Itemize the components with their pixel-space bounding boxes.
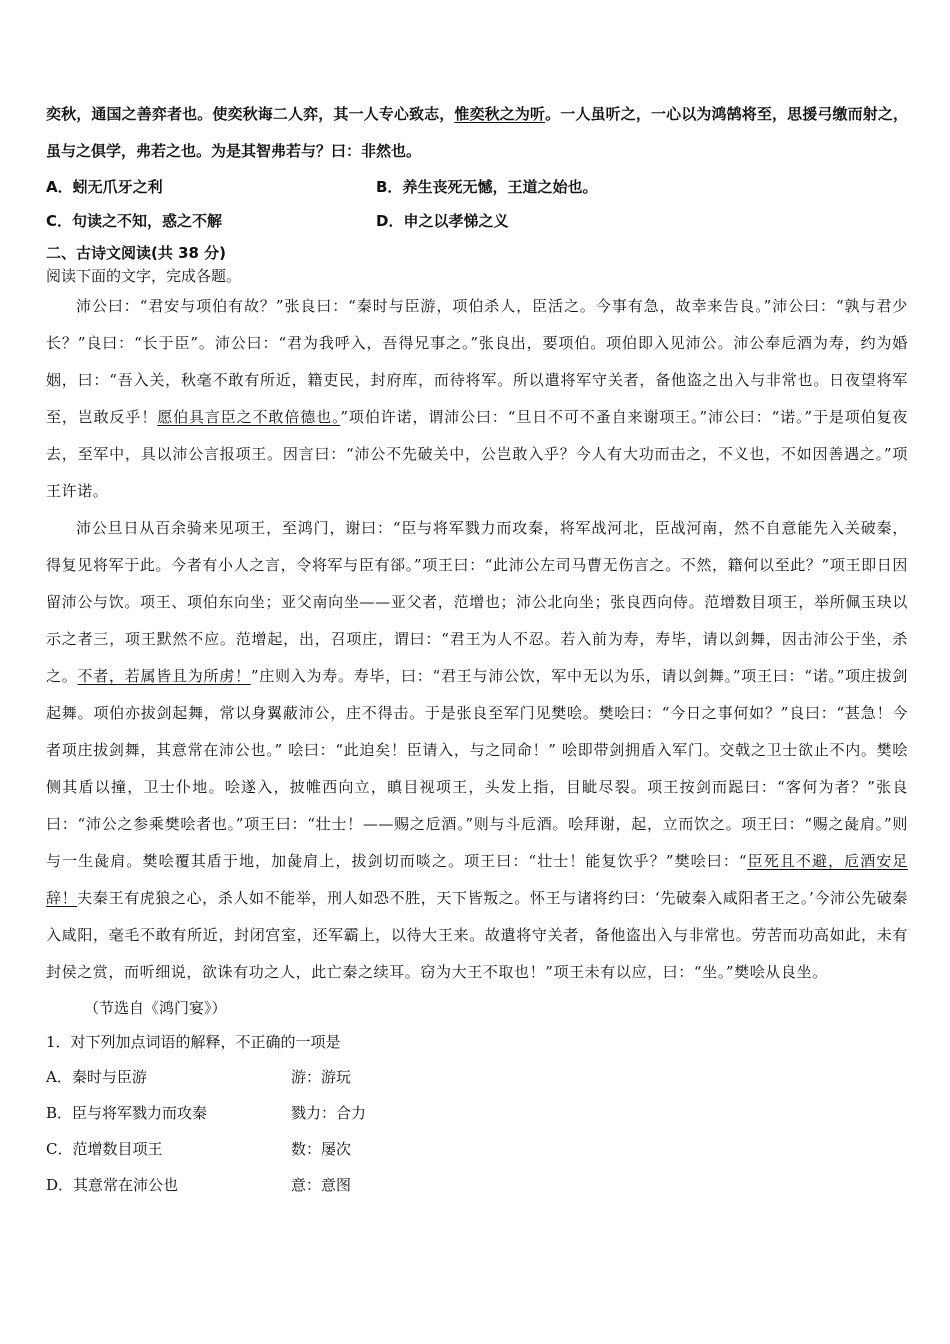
top-passage-text-a: 奕秋，通国之善弈者也。使奕秋诲二人弈，其一人专心致志， <box>46 105 455 123</box>
section-instruction: 阅读下面的文字，完成各题。 <box>46 267 242 285</box>
question-1-option-b: B．臣与将军戮力而攻秦 戮力：合力 <box>46 1104 367 1122</box>
underlined-sentence-1: 愿伯具言臣之不敢倍德也。 <box>157 408 341 426</box>
prev-option-c: C．句读之不知，惑之不解 <box>46 212 223 230</box>
question-1-option-d: D．其意常在沛公也 意：意图 <box>46 1176 352 1194</box>
prev-options-row-1 <box>46 170 908 204</box>
question-1-stem: 1．对下列加点词语的解释，不正确的一项是 <box>46 1033 341 1051</box>
underlined-sentence-3: 臣死且不避，卮酒安足辞！ <box>46 852 908 907</box>
top-passage <box>46 96 908 170</box>
top-passage-text-b: 。一人虽听之，一心以为鸿鹄将至，思援弓缴而射之，虽与之俱学，弗若之也。为是其智弗若与？曰：非然也。 <box>46 105 908 160</box>
document-page <box>46 96 908 1203</box>
passage-paragraph-2: 沛公旦日从百余骑来见项王，至鸿门，谢曰：“臣与将军戮力而攻秦，将军战河北，臣战河南，然不自意能先入关破秦，得复见将军于此。今者有小人之言，令将军与臣有郤。”项王曰：“此沛公左司马曹无伤言之。不然，籍何以至此？”项王即日因留沛公与饮。项王、项伯东向坐；亚父南向坐——亚父者，范增也；沛公北向坐；张良西向侍。范增数目项王，举所佩玉玦以示之者三，项王默然不应。范增起，出，召项庄，谓曰：“君王为人不忍。若入前为寿，寿毕，请以剑舞，因击沛公于坐，杀之。不者，若属皆且为所虏！”庄则入为寿。寿毕，曰：“君王与沛公饮，军中无以为乐，请以剑舞。”项王曰：“诺。”项庄拔剑起舞。项伯亦拔剑起舞，常以身翼蔽沛公，庄不得击。于是张良至军门见樊哙。樊哙曰：“今日之事何如？”良曰：“甚急！今者项庄拔剑舞，其意常在沛公也。” 哙曰：“此迫矣！臣请入，与之同命！” 哙即带剑拥盾入军门。交戟之卫士欲止不内。樊哙侧其盾以撞，卫士仆地。哙遂入，披帷西向立，瞋目视项王，头发上指，目眦尽裂。项王按剑而跽曰：“客何为者？”张良曰：“沛公之参乘樊哙者也。”项王曰：“壮士！——赐之卮酒。”则与斗卮酒。哙拜谢，起，立而饮之。项王曰：“赐之彘肩。”则与一生彘肩。樊哙覆其盾于地，加彘肩上，拔剑切而啖之。项王曰：“壮士！能复饮乎？”樊哙曰：“臣死且不避，卮酒安足辞！夫秦王有虎狼之心，杀人如不能举，刑人如恐不胜，天下皆叛之。怀王与诸将约曰：‘先破秦入咸阳者王之。’今沛公先破秦入咸阳，毫毛不敢有所近，封闭宫室，还军霸上，以待大王来。故遣将守关者，备他盗出入与非常也。劳苦而功高如此，未有封侯之赏，而听细说，欲诛有功之人，此亡秦之续耳。窃为大王不取也！”项王未有以应，曰：“坐。”樊哙从良坐。 <box>46 519 908 981</box>
prev-option-a: A．蚓无爪牙之利 <box>46 178 163 196</box>
section-title: 二、古诗文阅读(共 38 分) <box>46 244 227 262</box>
question-1-option-c: C．范增数目项王 数：屡次 <box>46 1140 352 1158</box>
prev-option-d: D．申之以孝悌之义 <box>376 212 509 230</box>
underlined-sentence-2: 不者，若属皆且为所虏！ <box>77 667 251 685</box>
passage-paragraph-1: 沛公曰：“君安与项伯有故？”张良曰：“秦时与臣游，项伯杀人，臣活之。今事有急，故幸来告良。”沛公曰：“孰与君少长？”良曰：“长于臣”。沛公曰：“君为我呼入，吾得兄事之。”张良出，要项伯。项伯即入见沛公。沛公奉卮酒为寿，约为婚姻，曰：“吾入关，秋毫不敢有所近，籍吏民，封府库，而待将军。所以遣将军守关者，备他盗之出入与非常也。日夜望将军至，岂敢反乎！愿伯具言臣之不敢倍德也。”项伯许诺，谓沛公曰：“旦日不可不蚤自来谢项王。”沛公曰：“诺。”于是项伯复夜去，至军中，具以沛公言报项王。因言曰：“沛公不先破关中，公岂敢入乎？今人有大功而击之，不义也，不如因善遇之。”项王许诺。 <box>46 297 909 500</box>
passage-source: （节选自《鸿门宴》） <box>84 999 227 1017</box>
prev-options-row-2 <box>46 204 908 238</box>
question-1-option-a: A．秦时与臣游 游：游玩 <box>46 1068 352 1086</box>
prev-option-b: B．养生丧死无憾，王道之始也。 <box>376 178 598 196</box>
top-passage-underlined: 惟奕秋之为听 <box>454 105 546 123</box>
